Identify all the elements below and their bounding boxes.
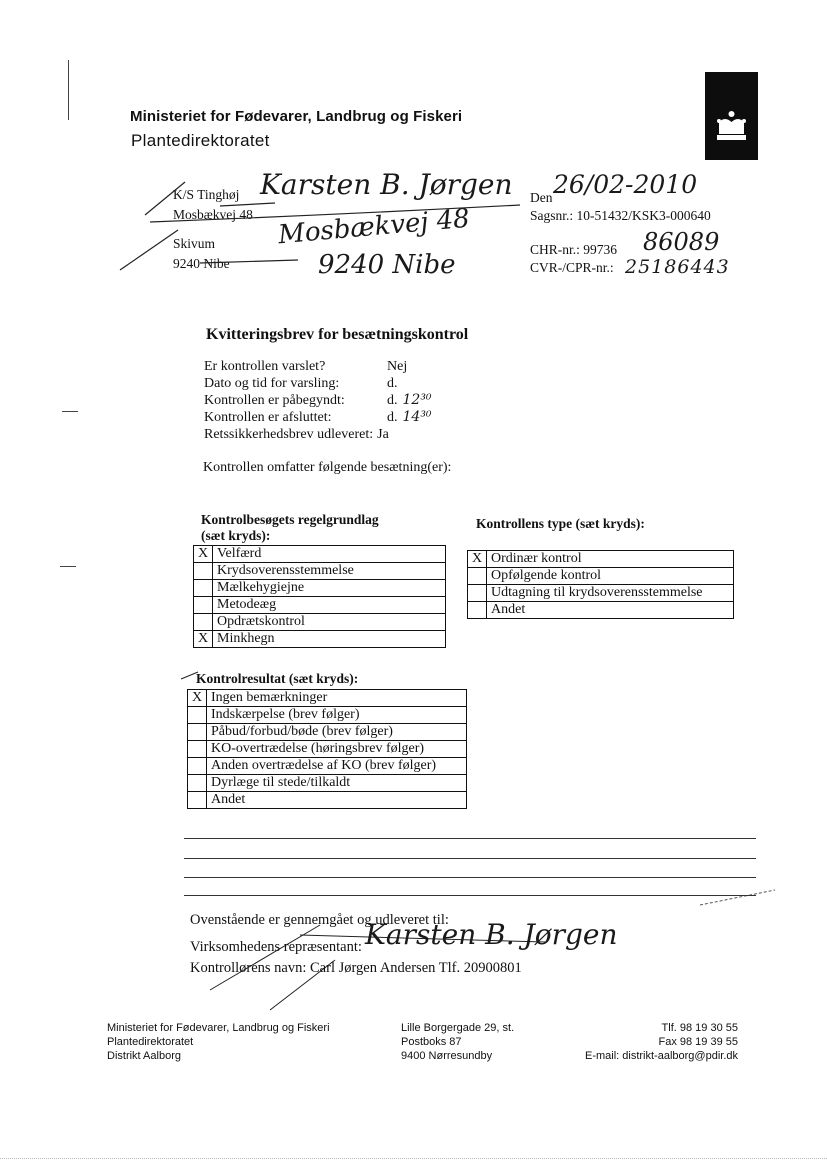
checkbox[interactable] [468,585,487,602]
row-label: Ingen bemærkninger [207,690,467,707]
footer-phone: Tlf. 98 19 30 55 [661,1022,738,1034]
field-label: Er kontrollen varslet? [204,359,326,374]
table-row [468,602,734,619]
field-label: Kontrollen er påbegyndt: [204,393,345,408]
footer-address-line: Lille Borgergade 29, st. [401,1022,515,1034]
basis-label-line-1: Kontrolbesøgets regelgrundlag [201,512,379,527]
cvr-label: CVR-/CPR-nr.: [530,260,614,275]
handwritten-city: 9240 Nibe [318,250,456,280]
type-label: Kontrollens type (sæt kryds): [476,516,645,531]
field-value: d. [387,393,398,408]
basis-label-line-2: (sæt kryds): [201,528,271,543]
table-row [194,631,446,648]
handwritten-end-time: 14³⁰ [402,409,432,425]
chr-number: CHR-nr.: 99736 [530,242,618,257]
handwritten-name: Karsten B. Jørgen [260,168,513,201]
control-fields [204,358,432,443]
row-label: Velfærd [213,546,446,563]
row-label: Andet [207,792,467,809]
table-row [188,724,467,741]
checkbox[interactable] [468,568,487,585]
footer-address [401,1021,514,1063]
handwritten-cvr: 25186443 [625,256,730,278]
table-row [194,546,446,563]
representative-label: Virksomhedens repræsentant: [190,939,362,955]
field-label: Kontrollen er afsluttet: [204,410,332,425]
recipient-line-4: 9240 Nibe [173,256,230,271]
checkbox[interactable] [194,580,213,597]
handwritten-date: 26/02-2010 [553,170,698,199]
table-row [194,580,446,597]
checkbox[interactable] [188,724,207,741]
row-label: Påbud/forbud/bøde (brev følger) [207,724,467,741]
type-table [467,550,734,619]
footer-org-line: Ministeriet for Fødevarer, Landbrug og Fiskeri [107,1022,330,1034]
handwritten-street: Mosbækvej 48 [277,203,471,251]
footer-address-line: 9400 Nørresundby [401,1050,493,1062]
reviewed-text: Ovenstående er gennemgået og udleveret til: [190,912,449,928]
table-row [468,551,734,568]
footer-org-line: Plantedirektoratet [107,1036,194,1048]
checkbox[interactable]: X [468,551,487,568]
page-title: Kvitteringsbrev for besætningskontrol [206,326,469,343]
covers-text: Kontrollen omfatter følgende besætning(er): [203,460,452,475]
note-line [184,858,756,859]
checkbox[interactable] [188,707,207,724]
checkbox[interactable] [468,602,487,619]
inspector-name: Kontrollørens navn: Carl Jørgen Andersen Tlf. 20900801 [190,960,522,976]
recipient-line-1: K/S Tinghøj [173,187,240,202]
recipient-line-3: Skivum [173,236,216,251]
row-label: KO-overtrædelse (høringsbrev følger) [207,741,467,758]
table-row [188,707,467,724]
checkbox[interactable] [194,597,213,614]
handwritten-signature: Karsten B. Jørgen [365,918,618,951]
department-name: Plantedirektoratet [131,131,270,150]
footer-contact [560,1021,738,1063]
row-label: Krydsoverensstemmelse [213,563,446,580]
row-label: Mælkehygiejne [213,580,446,597]
checkbox[interactable] [194,614,213,631]
table-row [188,775,467,792]
footer-org-line: Distrikt Aalborg [107,1050,181,1062]
ministry-name: Ministeriet for Fødevarer, Landbrug og Fiskeri [130,108,463,125]
table-row [188,792,467,809]
field-value: d. [387,410,398,425]
handwritten-chr: 86089 [643,228,720,256]
row-label: Andet [487,602,734,619]
field-row [204,375,432,392]
date-label: Den [530,190,553,205]
table-row [468,568,734,585]
checkbox[interactable] [194,563,213,580]
basis-label [201,512,379,544]
footer-fax: Fax 98 19 39 55 [658,1036,738,1048]
row-label: Anden overtrædelse af KO (brev følger) [207,758,467,775]
checkbox[interactable] [188,758,207,775]
recipient-line-2: Mosbækvej 48 [173,207,253,222]
table-row [188,741,467,758]
checkbox[interactable]: X [188,690,207,707]
field-value: Ja [377,427,389,442]
table-row [194,614,446,631]
bottom-edge-dots [0,1158,827,1159]
case-number: Sagsnr.: 10-51432/KSK3-000640 [530,208,711,223]
table-row [194,563,446,580]
handwritten-start-time: 12³⁰ [402,392,432,408]
field-value: d. [387,376,398,391]
table-row [194,597,446,614]
field-label: Dato og tid for varsling: [204,376,340,391]
footer-org [107,1021,330,1063]
footer-email: E-mail: distrikt-aalborg@pdir.dk [585,1050,738,1062]
field-label: Retssikkerhedsbrev udleveret: [204,427,374,442]
footer-address-line: Postboks 87 [401,1036,462,1048]
checkbox[interactable]: X [194,631,213,648]
field-row [204,392,432,409]
note-line [184,877,756,878]
row-label: Opdrætskontrol [213,614,446,631]
field-row [204,358,432,375]
row-label: Indskærpelse (brev følger) [207,707,467,724]
row-label: Ordinær kontrol [487,551,734,568]
checkbox[interactable] [188,792,207,809]
row-label: Metodeæg [213,597,446,614]
result-table [187,689,467,809]
note-line [184,895,756,896]
basis-table [193,545,446,648]
row-label: Dyrlæge til stede/tilkaldt [207,775,467,792]
row-label: Udtagning til krydsoverensstemmelse [487,585,734,602]
table-row [188,690,467,707]
checkbox[interactable] [188,775,207,792]
row-label: Opfølgende kontrol [487,568,734,585]
row-label: Minkhegn [213,631,446,648]
checkbox[interactable] [188,741,207,758]
result-label: Kontrolresultat (sæt kryds): [196,671,359,686]
field-row [204,426,432,443]
field-value: Nej [387,359,408,374]
checkbox[interactable]: X [194,546,213,563]
note-line [184,838,756,839]
table-row [188,758,467,775]
table-row [468,585,734,602]
field-row [204,409,432,426]
